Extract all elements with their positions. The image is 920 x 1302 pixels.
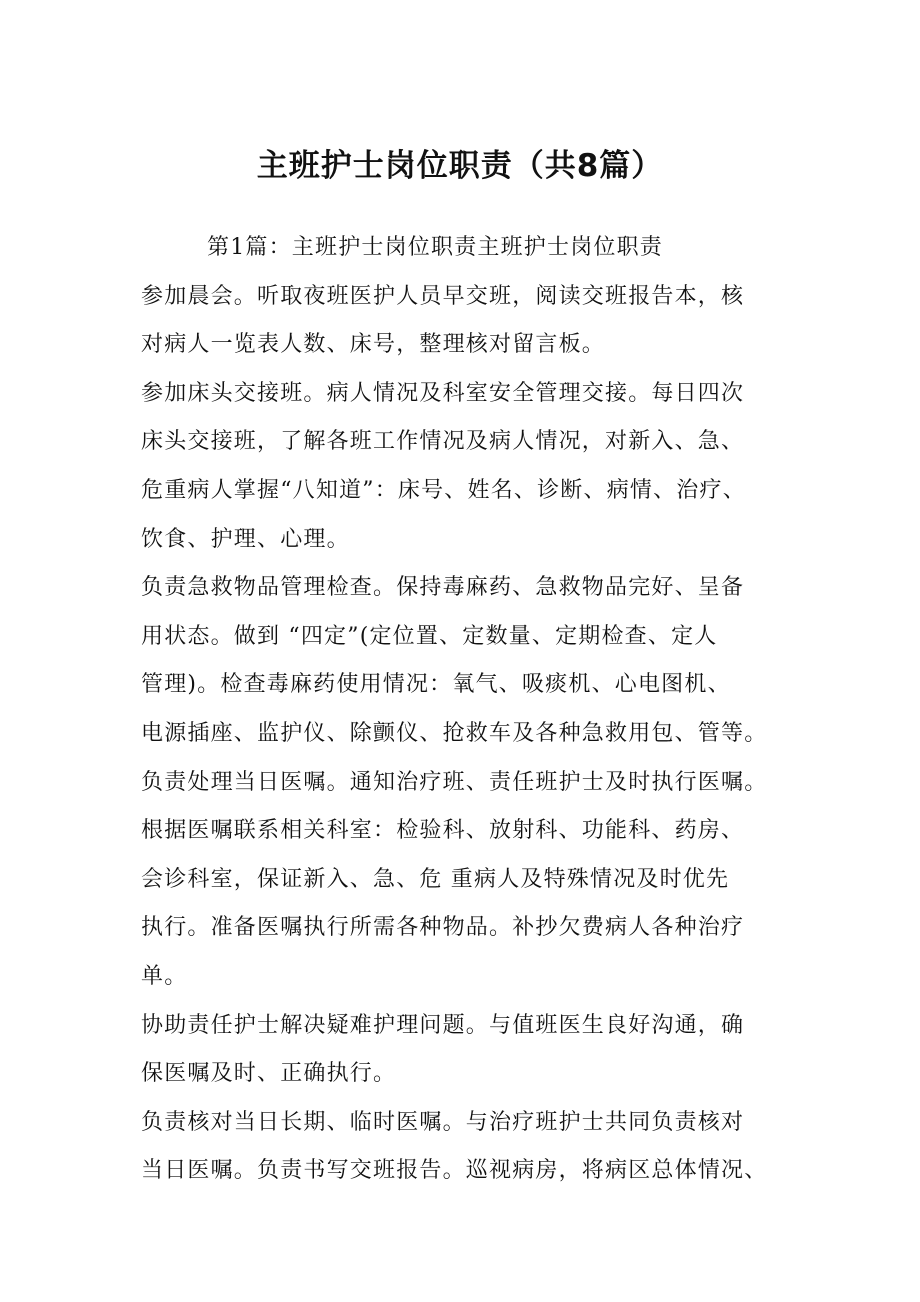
text-line: 电源插座、监护仪、除颤仪、抢救车及各种急救用包、管等。 — [141, 720, 768, 746]
section-heading: 第1篇：主班护士岗位职责主班护士岗位职责 — [207, 235, 663, 260]
text-line: 床头交接班，了解各班工作情况及病人情况，对新入、急、 — [141, 429, 745, 455]
text-line: 执行。准备医嘱执行所需各种物品。补抄欠费病人各种治疗 — [141, 915, 745, 941]
text-line: 参加晨会。听取夜班医护人员早交班，阅读交班报告本，核 — [141, 283, 745, 309]
text-line: 保医嘱及时、正确执行。 — [141, 1061, 397, 1087]
text-line: 参加床头交接班。病人情况及科室安全管理交接。每日四次 — [141, 380, 745, 406]
text-line: 协助责任护士解决疑难护理问题。与值班医生良好沟通，确 — [141, 1012, 745, 1038]
document-body — [141, 224, 801, 1196]
text-line: 对病人一览表人数、床号，整理核对留言板。 — [141, 332, 606, 358]
text-line: 负责急救物品管理检查。保持毒麻药、急救物品完好、呈备 — [141, 575, 745, 601]
text-line: 单。 — [141, 963, 188, 989]
document-title: 主班护士岗位职责（共8篇） — [256, 148, 664, 184]
text-line: 根据医嘱联系相关科室：检验科、放射科、功能科、药房、 — [141, 818, 745, 844]
text-line: 负责处理当日医嘱。通知治疗班、责任班护士及时执行医嘱。 — [141, 769, 768, 795]
text-line: 会诊科室，保证新入、急、危 重病人及特殊情况及时优先 — [141, 866, 730, 892]
text-line: 饮食、护理、心理。 — [141, 526, 350, 552]
text-line: 管理)。检查毒麻药使用情况：氧气、吸痰机、心电图机、 — [141, 672, 731, 698]
text-line: 用状态。做到 “四定”(定位置、定数量、定期检查、定人 — [141, 623, 718, 649]
text-line: 负责核对当日长期、临时医嘱。与治疗班护士共同负责核对 — [141, 1109, 745, 1135]
text-line: 危重病人掌握“八知道”：床号、姓名、诊断、病情、治疗、 — [141, 477, 746, 503]
text-line: 当日医嘱。负责书写交班报告。巡视病房，将病区总体情况、 — [141, 1158, 768, 1184]
